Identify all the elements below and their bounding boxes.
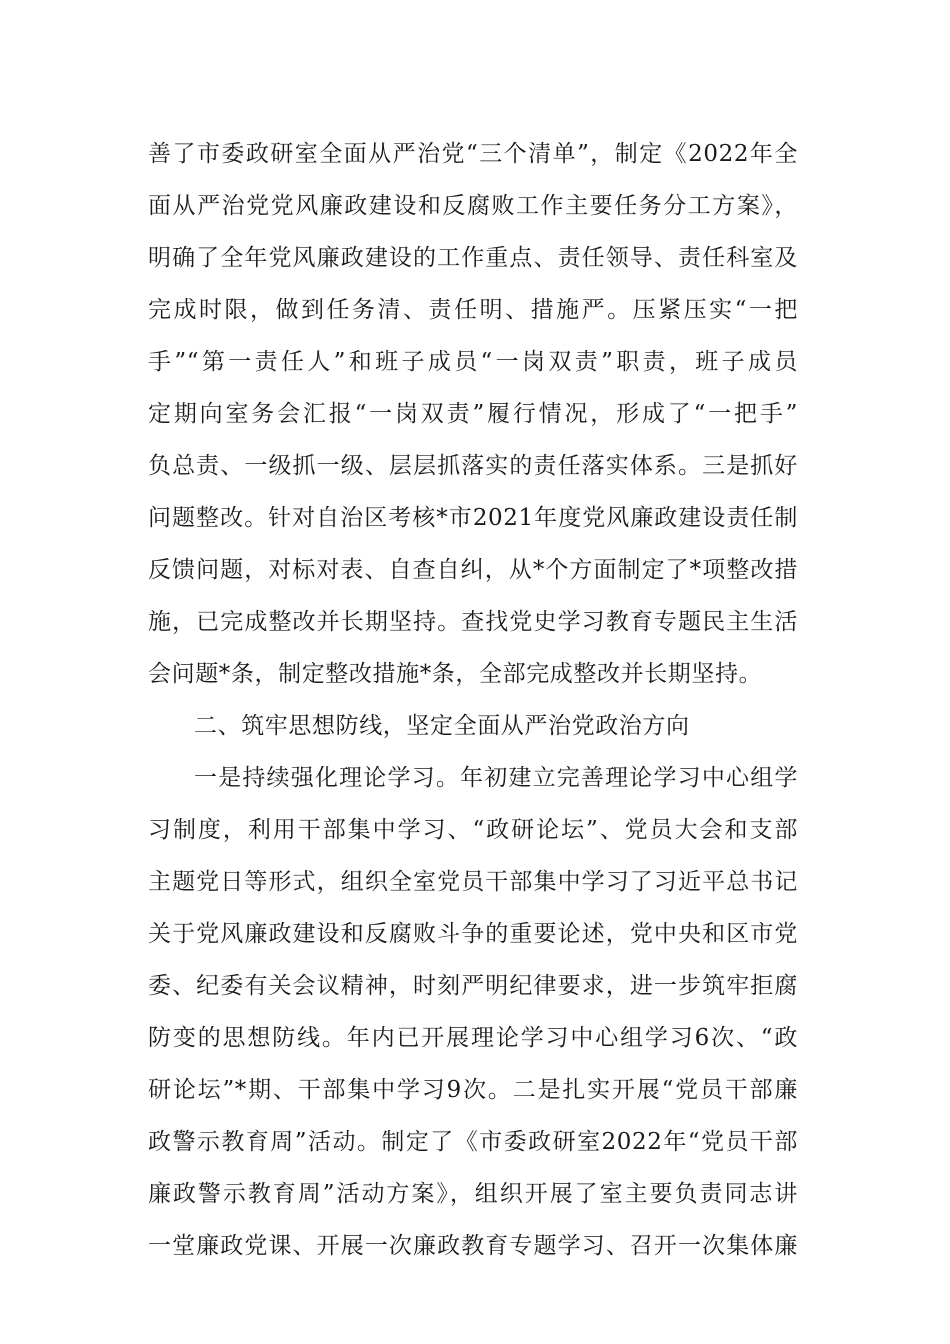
paragraph-2-line: 防变的思想防线。年内已开展理论学习中心组学习6次、“政 [148, 1025, 798, 1051]
paragraph-1-line: 面从严治党党风廉政建设和反腐败工作主要任务分工方案》， [148, 193, 798, 219]
section-heading: 二、筑牢思想防线，坚定全面从严治党政治方向 [194, 713, 690, 739]
paragraph-2-line: 廉政警示教育周”活动方案》，组织开展了室主要负责同志讲 [148, 1181, 798, 1207]
paragraph-1-line: 会问题*条，制定整改措施*条，全部完成整改并长期坚持。 [148, 661, 763, 687]
document-body [148, 128, 798, 1272]
paragraph-1-line: 问题整改。针对自治区考核*市2021年度党风廉政建设责任制 [148, 505, 798, 531]
paragraph-1-line: 明确了全年党风廉政建设的工作重点、责任领导、责任科室及 [148, 245, 798, 271]
paragraph-2-line: 主题党日等形式，组织全室党员干部集中学习了习近平总书记 [148, 869, 798, 895]
paragraph-2-line: 一堂廉政党课、开展一次廉政教育专题学习、召开一次集体廉 [148, 1233, 798, 1259]
paragraph-1-line: 负总责、一级抓一级、层层抓落实的责任落实体系。三是抓好 [148, 453, 798, 479]
paragraph-2-line: 研论坛”*期、干部集中学习9次。二是扎实开展“党员干部廉 [148, 1077, 798, 1103]
paragraph-1-line: 善了市委政研室全面从严治党“三个清单”，制定《2022年全 [148, 141, 798, 167]
paragraph-2-line: 政警示教育周”活动。制定了《市委政研室2022年“党员干部 [148, 1129, 798, 1155]
paragraph-2-line: 习制度，利用干部集中学习、“政研论坛”、党员大会和支部 [148, 817, 798, 843]
paragraph-2-line: 一是持续强化理论学习。年初建立完善理论学习中心组学 [194, 765, 798, 791]
paragraph-2-line: 关于党风廉政建设和反腐败斗争的重要论述，党中央和区市党 [148, 921, 798, 947]
paragraph-1-line: 手”“第一责任人”和班子成员“一岗双责”职责，班子成员 [148, 349, 798, 375]
paragraph-1-line: 反馈问题，对标对表、自查自纠，从*个方面制定了*项整改措 [148, 557, 798, 583]
paragraph-2-line: 委、纪委有关会议精神，时刻严明纪律要求，进一步筑牢拒腐 [148, 973, 798, 999]
paragraph-1-line: 定期向室务会汇报“一岗双责”履行情况，形成了“一把手” [148, 401, 798, 427]
paragraph-1-line: 施，已完成整改并长期坚持。查找党史学习教育专题民主生活 [148, 609, 798, 635]
paragraph-1-line: 完成时限，做到任务清、责任明、措施严。压紧压实“一把 [148, 297, 798, 323]
